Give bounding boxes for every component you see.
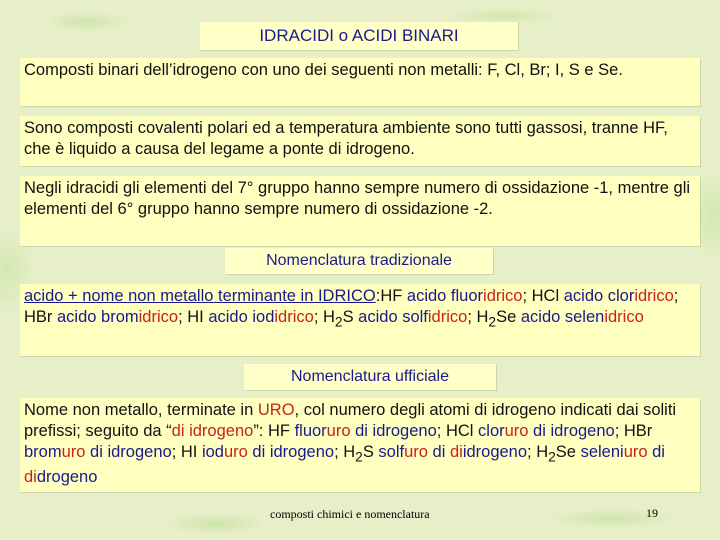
- name-hf-a: acido fluor: [402, 287, 484, 305]
- official-uro: URO: [257, 401, 295, 419]
- heading-traditional-nomenclature: [225, 248, 493, 274]
- official-hf-c: di idrogeno: [350, 422, 437, 440]
- h2se-se: Se: [496, 308, 517, 326]
- name-hbr-a: acido brom: [52, 308, 139, 326]
- official-formula-h2s: [343, 443, 374, 465]
- official-formula-hf: HF: [267, 422, 290, 440]
- heading-official-nomenclature-text: Nomenclatura ufficiale: [290, 368, 449, 385]
- h2s-s: S: [342, 308, 354, 326]
- official-intro-b: , col numero degli atomi di idrogeno indicati dai soliti prefissi; seguito da “: [24, 401, 677, 440]
- h2se-h: H: [476, 308, 489, 326]
- official-h2s-b: uro: [404, 443, 428, 461]
- official-h2s-h: H: [343, 443, 356, 461]
- formula-hi: HI: [187, 308, 204, 326]
- traditional-colon: :: [375, 287, 381, 305]
- official-intro-c: ”:: [253, 422, 268, 440]
- sep-2: ;: [673, 287, 679, 305]
- official-hi-c: di idrogeno: [247, 443, 335, 461]
- name-h2se-a: acido selen: [516, 308, 605, 326]
- official-h2se-c: di: [647, 443, 665, 461]
- official-hf-a: fluor: [289, 422, 327, 440]
- official-formula-h2se: [536, 443, 576, 465]
- official-h2s-a: solf: [373, 443, 405, 461]
- official-hcl-a: clor: [473, 422, 505, 440]
- name-hi-a: acido iod: [203, 308, 275, 326]
- official-formula-hi: HI: [180, 443, 198, 461]
- h2se-sub: 2: [488, 314, 497, 330]
- sep-5: ;: [467, 308, 477, 326]
- formula-hbr: HBr: [24, 308, 53, 326]
- traditional-rule: acido + nome non metallo terminante in IDRICO: [24, 287, 376, 305]
- official-h2se-b: uro: [623, 443, 648, 461]
- official-h2s-e: idrogeno: [462, 443, 528, 461]
- official-hi-a: iod: [197, 443, 224, 461]
- official-sep-1: ;: [436, 422, 446, 440]
- paragraph-binary-compounds: [20, 58, 700, 106]
- sep-4: ;: [313, 308, 323, 326]
- name-h2s-b: idrico: [427, 308, 468, 326]
- name-hf-b: idrico: [483, 287, 523, 305]
- official-sep-4: ;: [334, 443, 344, 461]
- paragraph-covalent-polar: [20, 116, 700, 166]
- official-h2se-h: H: [536, 443, 549, 461]
- official-hf-b: uro: [326, 422, 351, 440]
- official-formula-hcl: HCl: [445, 422, 474, 440]
- official-nomenclature-block: [20, 398, 700, 492]
- name-hi-b: idrico: [274, 308, 314, 326]
- heading-traditional-nomenclature-text: Nomenclatura tradizionale: [266, 252, 452, 269]
- official-h2s-d: di: [449, 443, 463, 461]
- official-hi-b: uro: [223, 443, 248, 461]
- heading-official-nomenclature: [244, 364, 496, 390]
- slide-title-text: IDRACIDI o ACIDI BINARI: [259, 26, 459, 45]
- official-h2s-s: S: [362, 443, 374, 461]
- sep-1: ;: [522, 287, 532, 305]
- name-hcl-a: acido clor: [559, 287, 635, 305]
- formula-hcl: HCl: [531, 287, 560, 305]
- paragraph-oxidation-number: [20, 176, 700, 246]
- formula-h2se: [476, 308, 517, 330]
- official-h2se-d: di: [24, 468, 37, 487]
- official-h2s-c: di: [427, 443, 450, 461]
- official-h2se-se: Se: [555, 443, 576, 461]
- name-hbr-b: idrico: [138, 308, 179, 326]
- page-number: 19: [646, 506, 658, 520]
- official-h2se-a: seleni: [575, 443, 624, 461]
- formula-hf: HF: [380, 287, 403, 305]
- paragraph-binary-compounds-text: Composti binari dell’idrogeno con uno dei seguenti non metalli: F, Cl, Br; I, S e Se.: [24, 61, 623, 79]
- official-hcl-c: di idrogeno: [528, 422, 615, 440]
- official-sep-5: ;: [527, 443, 537, 461]
- official-h2s-sub: 2: [355, 449, 363, 465]
- official-h2se-e: drogeno: [36, 468, 98, 487]
- official-hcl-b: uro: [504, 422, 529, 440]
- h2s-h: H: [323, 308, 335, 326]
- official-sep-2: ;: [614, 422, 624, 440]
- traditional-nomenclature-block: [20, 284, 700, 356]
- name-h2se-b: idrico: [604, 308, 644, 326]
- official-hbr-c: di idrogeno: [85, 443, 172, 461]
- official-sep-3: ;: [171, 443, 181, 461]
- footer-caption: composti chimici e nomenclatura: [270, 507, 430, 521]
- official-hbr-a: brom: [24, 443, 62, 461]
- name-h2s-a: acido solf: [353, 308, 428, 326]
- official-di-idrogeno: di idrogeno: [171, 422, 254, 440]
- official-intro-a: Nome non metallo, terminate in: [24, 401, 258, 419]
- paragraph-covalent-polar-text: Sono composti covalenti polari ed a temperatura ambiente sono tutti gassosi, tranne HF, che è liquido a causa del legame a ponte di idrogeno.: [24, 119, 668, 158]
- name-hcl-b: idrico: [634, 287, 674, 305]
- formula-h2s: [323, 308, 354, 330]
- h2s-sub: 2: [334, 314, 343, 330]
- official-formula-hbr: HBr: [623, 422, 653, 440]
- sep-3: ;: [178, 308, 188, 326]
- official-hbr-b: uro: [61, 443, 86, 461]
- official-h2se-sub: 2: [548, 449, 556, 465]
- slide-title: [200, 22, 518, 50]
- paragraph-oxidation-number-text: Negli idracidi gli elementi del 7° gruppo hanno sempre numero di ossidazione -1, mentre gli elementi del 6° gruppo hanno sempre numero di ossidazione -2.: [24, 179, 691, 218]
